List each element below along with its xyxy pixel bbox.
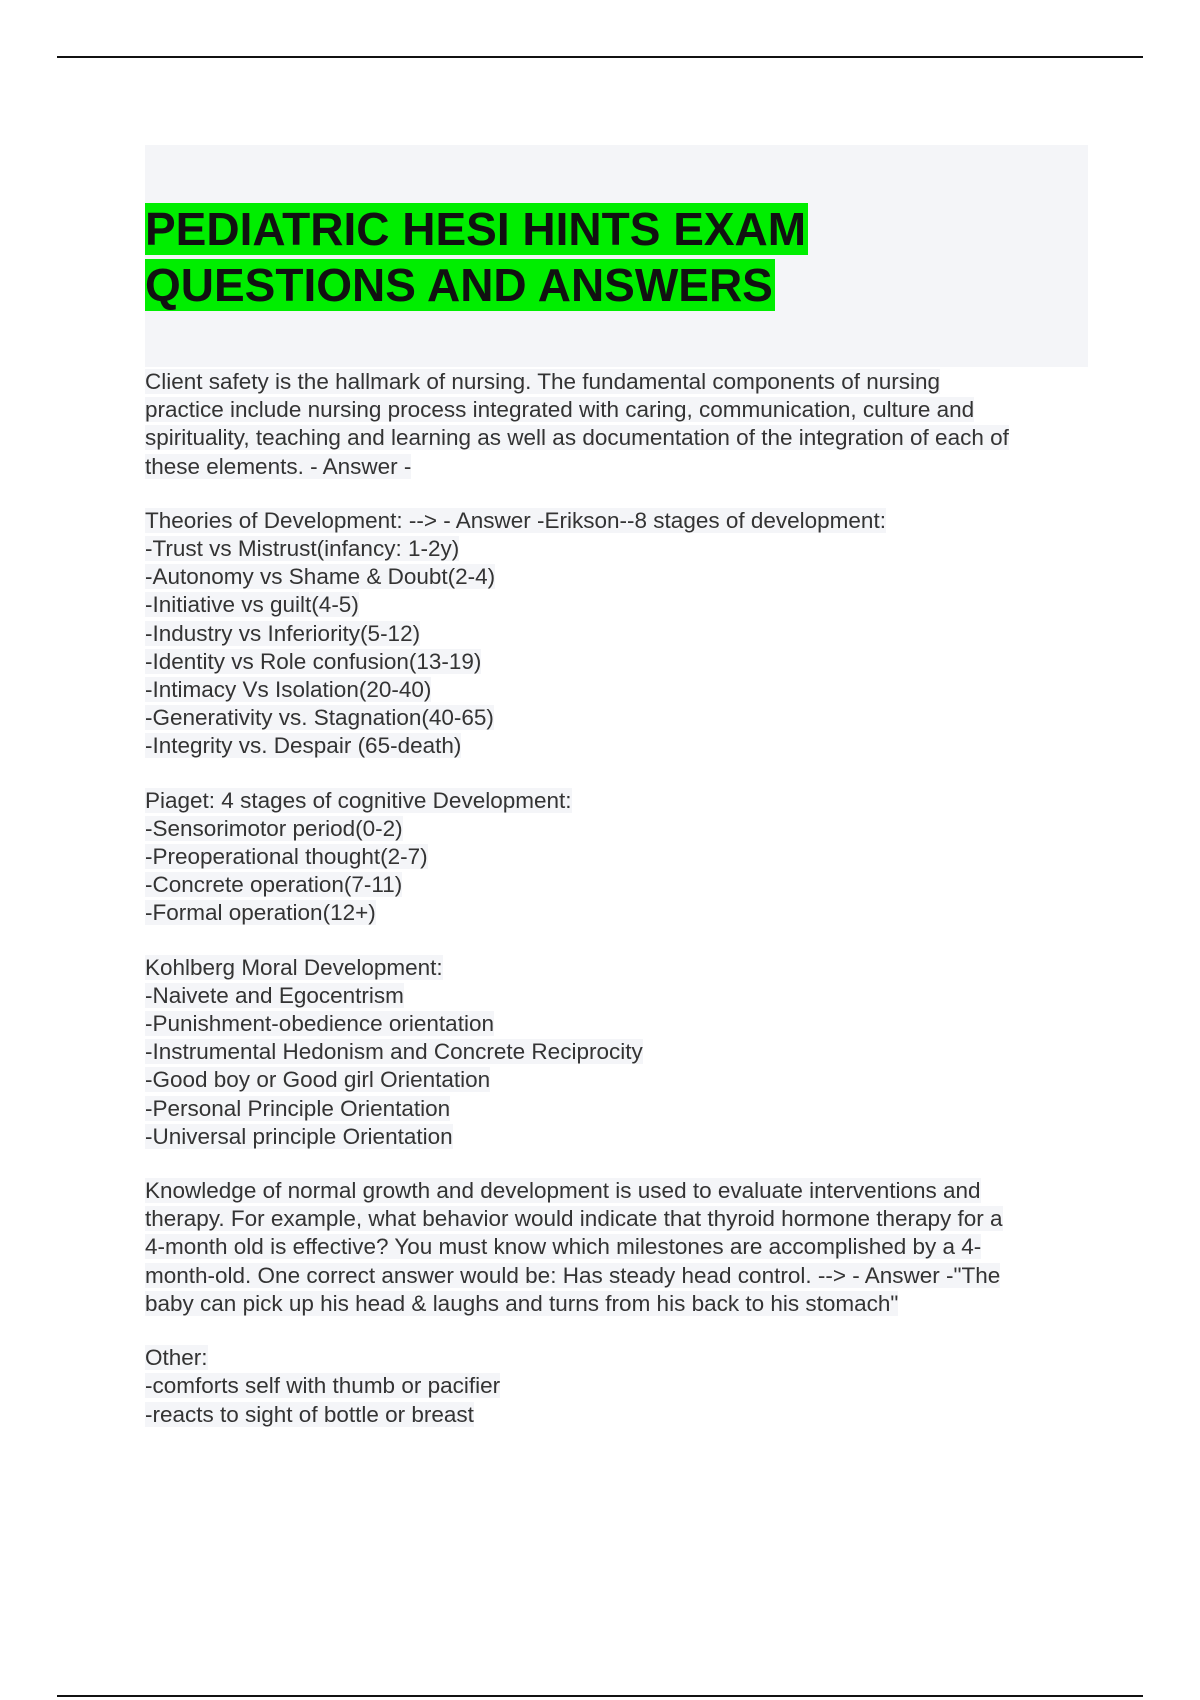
- text-line: [145, 1066, 1090, 1094]
- document-title: [145, 201, 808, 313]
- text-line-content: 4-month old is effective? You must know which milestones are accomplished by a 4-: [145, 1234, 982, 1260]
- text-line: [145, 815, 1090, 843]
- text-line: [145, 535, 1090, 563]
- text-line-content: -Industry vs Inferiority(5-12): [145, 620, 421, 646]
- text-line-content: month-old. One correct answer would be: Has steady head control. --> - Answer -"The: [145, 1262, 1001, 1288]
- text-line-content: Other:: [145, 1345, 208, 1371]
- text-line-content: therapy. For example, what behavior would indicate that thyroid hormone therapy for a: [145, 1206, 1003, 1232]
- text-line-content: -Universal principle Orientation: [145, 1123, 453, 1149]
- text-line: [145, 787, 1090, 815]
- paragraph: [145, 787, 1090, 928]
- text-line-content: -Sensorimotor period(0-2): [145, 815, 403, 841]
- text-line: [145, 676, 1090, 704]
- top-rule: [57, 56, 1143, 58]
- text-line-content: Kohlberg Moral Development:: [145, 954, 443, 980]
- title-line-2: QUESTIONS AND ANSWERS: [145, 259, 773, 311]
- text-line: [145, 704, 1090, 732]
- title-line-1: PEDIATRIC HESI HINTS EXAM: [145, 203, 807, 255]
- document-body: [145, 368, 1090, 1455]
- text-line-content: -comforts self with thumb or pacifier: [145, 1373, 501, 1399]
- text-line-content: practice include nursing process integrated with caring, communication, culture and: [145, 397, 975, 423]
- text-line: [145, 1038, 1090, 1066]
- text-line-content: -Naivete and Egocentrism: [145, 982, 404, 1008]
- text-line: [145, 1095, 1090, 1123]
- text-line: [145, 732, 1090, 760]
- bottom-rule: [57, 1695, 1143, 1697]
- text-line: [145, 1344, 1090, 1372]
- text-line-content: Knowledge of normal growth and development is used to evaluate interventions and: [145, 1178, 981, 1204]
- text-line: [145, 368, 1090, 396]
- text-line-content: -Generativity vs. Stagnation(40-65): [145, 705, 494, 731]
- text-line-content: Theories of Development: --> - Answer -Erikson--8 stages of development:: [145, 507, 886, 533]
- text-line: [145, 424, 1090, 452]
- text-line: [145, 620, 1090, 648]
- text-line-content: -Preoperational thought(2-7): [145, 844, 428, 870]
- text-line: [145, 1401, 1090, 1429]
- text-line: [145, 899, 1090, 927]
- text-line-content: Piaget: 4 stages of cognitive Development:: [145, 787, 572, 813]
- text-line: [145, 843, 1090, 871]
- text-line-content: -Punishment-obedience orientation: [145, 1011, 494, 1037]
- text-line-content: -Autonomy vs Shame & Doubt(2-4): [145, 564, 496, 590]
- text-line: [145, 648, 1090, 676]
- text-line: [145, 1233, 1090, 1261]
- text-line-content: spirituality, teaching and learning as well as documentation of the integration of each of: [145, 425, 1009, 451]
- text-line-content: -Personal Principle Orientation: [145, 1095, 451, 1121]
- text-line: [145, 982, 1090, 1010]
- text-line-content: -Intimacy Vs Isolation(20-40): [145, 677, 432, 703]
- text-line-content: -Good boy or Good girl Orientation: [145, 1067, 491, 1093]
- text-line: [145, 591, 1090, 619]
- text-line: [145, 1010, 1090, 1038]
- text-line: [145, 1372, 1090, 1400]
- text-line-content: -Initiative vs guilt(4-5): [145, 592, 359, 618]
- text-line-content: -Identity vs Role confusion(13-19): [145, 648, 482, 674]
- paragraph: [145, 1344, 1090, 1429]
- paragraph: [145, 507, 1090, 761]
- text-line: [145, 453, 1090, 481]
- text-line-content: these elements. - Answer -: [145, 453, 412, 479]
- text-line-content: -Formal operation(12+): [145, 900, 376, 926]
- paragraph: [145, 1177, 1090, 1318]
- text-line: [145, 1290, 1090, 1318]
- text-line-content: -Trust vs Mistrust(infancy: 1-2y): [145, 536, 460, 562]
- text-line-content: -Concrete operation(7-11): [145, 872, 403, 898]
- text-line: [145, 1262, 1090, 1290]
- text-line: [145, 871, 1090, 899]
- text-line: [145, 1123, 1090, 1151]
- text-line: [145, 1205, 1090, 1233]
- text-line-content: Client safety is the hallmark of nursing. The fundamental components of nursing: [145, 369, 941, 394]
- text-line: [145, 396, 1090, 424]
- text-line-content: -Instrumental Hedonism and Concrete Reciprocity: [145, 1039, 643, 1065]
- text-line-content: -reacts to sight of bottle or breast: [145, 1401, 474, 1427]
- text-line-content: -Integrity vs. Despair (65-death): [145, 733, 462, 759]
- text-line: [145, 563, 1090, 591]
- text-line: [145, 954, 1090, 982]
- paragraph: [145, 368, 1090, 481]
- paragraph: [145, 954, 1090, 1151]
- text-line: [145, 1177, 1090, 1205]
- text-line-content: baby can pick up his head & laughs and turns from his back to his stomach": [145, 1290, 899, 1316]
- text-line: [145, 507, 1090, 535]
